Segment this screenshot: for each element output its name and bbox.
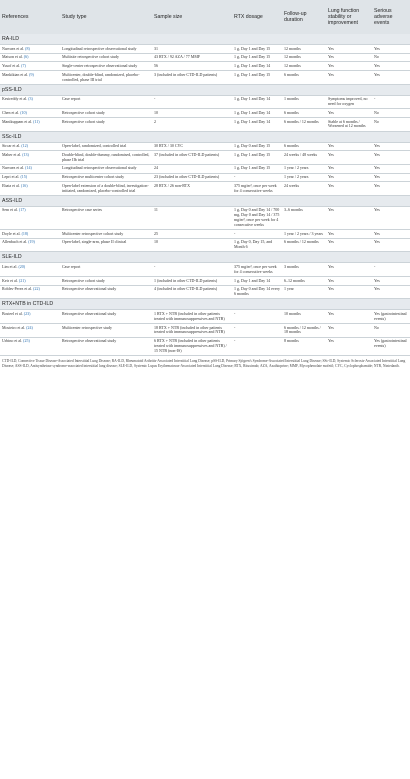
reference-cell	[0, 285, 60, 299]
adverse-events-cell: Yes	[372, 151, 410, 165]
lung-function-cell: Yes	[326, 45, 372, 54]
follow-up-cell: 12 months	[282, 45, 326, 54]
column-header: Serious adverse events	[372, 0, 410, 34]
reference-author: Matson et al.	[2, 54, 23, 60]
reference-cell	[0, 173, 60, 182]
group-header-row	[0, 34, 410, 45]
table-row	[0, 142, 410, 151]
column-header: RTX dosage	[232, 0, 282, 34]
sample-size-cell: 4 (included in other CTD-ILD patients)	[152, 285, 232, 299]
table-row	[0, 206, 410, 229]
adverse-events-cell: Yes	[372, 238, 410, 252]
follow-up-cell: 6 months	[282, 71, 326, 85]
rtx-dosage-cell: 1 g, Day 1 and Day 15	[232, 151, 282, 165]
study-type-cell: Multicenter retrospective study	[60, 323, 152, 337]
column-header: Sample size	[152, 0, 232, 34]
study-type-cell: Longitudinal retrospective observational study	[60, 164, 152, 173]
rtx-dosage-cell: 1 g, Day 0 and Day 15	[232, 142, 282, 151]
group-header-row	[0, 84, 410, 95]
lung-function-cell: Yes	[326, 263, 372, 277]
follow-up-cell: 12 months	[282, 53, 326, 62]
follow-up-cell: 12 months	[282, 62, 326, 71]
study-type-cell: Open-label, randomized, controlled trial	[60, 142, 152, 151]
follow-up-cell: 24 weeks / 48 weeks	[282, 151, 326, 165]
study-type-cell: Retrospective case series	[60, 206, 152, 229]
sample-size-cell: 18 RTX + NTB (included in other patients treated with immunosuppressives and NTB)	[152, 323, 232, 337]
citation-link[interactable]: (19)	[28, 239, 35, 245]
sample-size-cell: 31	[152, 45, 232, 54]
sample-size-cell: 10	[152, 238, 232, 252]
adverse-events-cell: Yes	[372, 45, 410, 54]
reference-cell	[0, 109, 60, 118]
group-title: SSc-ILD	[0, 131, 410, 142]
adverse-events-cell: Yes	[372, 277, 410, 286]
reference-cell	[0, 277, 60, 286]
study-type-cell: Case report	[60, 263, 152, 277]
sample-size-cell: 11	[152, 206, 232, 229]
table-row	[0, 182, 410, 196]
reference-author: Keir et al.	[2, 277, 18, 283]
reference-cell	[0, 238, 60, 252]
follow-up-cell: 6 months / 12 months / 18 months	[282, 323, 326, 337]
reference-cell	[0, 182, 60, 196]
group-header-row	[0, 299, 410, 310]
citation-link[interactable]: (14)	[25, 165, 32, 171]
rtx-dosage-cell: 375 mg/m², once per week for 4 consecutive weeks	[232, 263, 282, 277]
reference-author: Ebata et al.	[2, 182, 20, 188]
adverse-events-cell: Yes (gastrointestinal events)	[372, 310, 410, 324]
reference-cell	[0, 151, 60, 165]
citation-link[interactable]: (9)	[29, 71, 34, 77]
study-type-cell: Retrospective observational study	[60, 310, 152, 324]
follow-up-cell: 24 weeks	[282, 182, 326, 196]
table-row	[0, 230, 410, 239]
study-type-cell: Longitudinal retrospective observational study	[60, 45, 152, 54]
reference-author: Mankikian et al.	[2, 71, 29, 77]
sample-size-cell: 56	[152, 62, 232, 71]
sample-size-cell: 1 RTX + NTB (included in other patients treated with immunosuppressives and NTB)	[152, 310, 232, 324]
table-row	[0, 323, 410, 337]
adverse-events-cell: -	[372, 263, 410, 277]
reference-cell	[0, 263, 60, 277]
rtx-dosage-cell: 1 g, Day 1 and Day 15	[232, 71, 282, 85]
lung-function-cell: Yes	[326, 337, 372, 356]
reference-cell	[0, 71, 60, 85]
follow-up-cell: 3 months	[282, 263, 326, 277]
study-type-cell: Open-label, single-arm, phase II clinical	[60, 238, 152, 252]
citation-link[interactable]: (13)	[22, 151, 29, 157]
sample-size-cell: 43 RTX / 92 AZA / 77 MMF	[152, 53, 232, 62]
lung-function-cell: Yes	[326, 62, 372, 71]
adverse-events-cell: -	[372, 95, 410, 109]
rtx-dosage-cell: 1 g, Day 1 and Day 14	[232, 117, 282, 131]
study-type-cell: Case report	[60, 95, 152, 109]
reference-author: Maher et al.	[2, 151, 22, 157]
follow-up-cell: 1 year	[282, 285, 326, 299]
rtx-dosage-cell: 1 g, Day 1 and Day 15	[232, 53, 282, 62]
table-row	[0, 71, 410, 85]
reference-cell	[0, 310, 60, 324]
table-row	[0, 45, 410, 54]
lung-function-cell: Yes	[326, 109, 372, 118]
rtx-dosage-cell: -	[232, 323, 282, 337]
study-type-cell: Retrospective observational study	[60, 337, 152, 356]
follow-up-cell: 6–12 months	[282, 277, 326, 286]
rtx-dosage-cell: 1 g, Day 1 and Day 14	[232, 95, 282, 109]
follow-up-cell: 1 months	[282, 95, 326, 109]
lung-function-cell: Yes	[326, 182, 372, 196]
reference-author: Bosteel et al.	[2, 310, 23, 316]
study-type-cell: Multicenter, double-blind, randomized, placebo-controlled, phase III trial	[60, 71, 152, 85]
table-row	[0, 95, 410, 109]
group-header-row	[0, 252, 410, 263]
citation-link[interactable]: (24)	[26, 324, 33, 330]
table-row	[0, 263, 410, 277]
table-row	[0, 164, 410, 173]
reference-author: Doyle et al.	[2, 230, 21, 236]
citation-link[interactable]: (22)	[33, 286, 40, 292]
sample-size-cell: 1 (included in other CTD-ILD patients)	[152, 277, 232, 286]
reference-author: Lim et al.	[2, 264, 18, 270]
adverse-events-cell: Yes	[372, 164, 410, 173]
sample-size-cell: -	[152, 95, 232, 109]
group-title: RA-ILD	[0, 34, 410, 45]
adverse-events-cell: Yes	[372, 285, 410, 299]
reference-author: Narvaez et al.	[2, 165, 25, 171]
follow-up-cell: 6 months / 12 months	[282, 238, 326, 252]
reference-author: Yusof et al.	[2, 62, 21, 68]
lung-function-cell: Yes	[326, 53, 372, 62]
table-row	[0, 337, 410, 356]
lung-function-cell: Yes	[326, 142, 372, 151]
sample-size-cell: 10	[152, 109, 232, 118]
reference-cell	[0, 53, 60, 62]
citation-link[interactable]: (8)	[25, 45, 30, 51]
study-type-cell: Multisite retrospective cohort study	[60, 53, 152, 62]
rtx-dosage-cell: -	[232, 173, 282, 182]
study-type-cell: Retrospective cohort study	[60, 277, 152, 286]
sample-size-cell: 28 RTX / 26 non-RTX	[152, 182, 232, 196]
rtx-dosage-cell: 1 g, Day 0 and Day 14 every 6 months	[232, 285, 282, 299]
follow-up-cell: 1 year / 2 years	[282, 164, 326, 173]
adverse-events-cell: Yes	[372, 230, 410, 239]
table-row	[0, 173, 410, 182]
lung-function-cell: Yes	[326, 285, 372, 299]
table-row	[0, 53, 410, 62]
study-type-cell: Double-blind, double-dummy, randomised, controlled, phase IIb trial	[60, 151, 152, 165]
follow-up-cell: 6 months / 12 months	[282, 117, 326, 131]
follow-up-cell: 1 year / 2 years / 3 years	[282, 230, 326, 239]
reference-cell	[0, 337, 60, 356]
study-type-cell: Retrospective observational study	[60, 285, 152, 299]
table-row	[0, 277, 410, 286]
lung-function-cell: Yes	[326, 230, 372, 239]
adverse-events-cell: No	[372, 109, 410, 118]
rtx-dosage-cell: 1 g, Day 1 and Day 14	[232, 109, 282, 118]
adverse-events-cell: Yes	[372, 71, 410, 85]
citation-link[interactable]: (18)	[21, 230, 29, 236]
sample-size-cell: 25	[152, 230, 232, 239]
adverse-events-cell: Yes	[372, 182, 410, 196]
citation-link[interactable]: (25)	[23, 338, 30, 344]
reference-cell	[0, 45, 60, 54]
table-row	[0, 151, 410, 165]
group-title: pSS-ILD	[0, 84, 410, 95]
study-type-cell: Retrospective cohort study	[60, 117, 152, 131]
table-row	[0, 109, 410, 118]
reference-author: Kesireddy et al.	[2, 96, 28, 102]
citation-link[interactable]: (20)	[18, 264, 26, 270]
group-title: SLE-ILD	[0, 252, 410, 263]
lung-function-cell: Yes	[326, 206, 372, 229]
citation-link[interactable]: (6)	[23, 54, 29, 60]
citation-link[interactable]: (11)	[33, 118, 40, 124]
rtx-dosage-cell: 1 g, Day 1 and Day 14	[232, 277, 282, 286]
column-header: Lung function stability or improvement	[326, 0, 372, 34]
reference-author: Sem et al.	[2, 207, 18, 213]
reference-author: Lepri et al.	[2, 174, 20, 180]
reference-author: Narvaez et al.	[2, 45, 25, 51]
follow-up-cell: 3–6 months	[282, 206, 326, 229]
lung-function-cell: Yes	[326, 238, 372, 252]
table-row	[0, 117, 410, 131]
rtx-dosage-cell: -	[232, 337, 282, 356]
adverse-events-cell: Yes	[372, 173, 410, 182]
adverse-events-cell: No	[372, 53, 410, 62]
citation-link[interactable]: (17)	[18, 207, 26, 213]
sample-size-cell: 24	[152, 164, 232, 173]
rtx-dosage-cell: 1 g, Day 0 and Day 14 / 700 mg, Day 0 and Day 14 / 375 mg/m², once per week for 4 consecutive weeks	[232, 206, 282, 229]
table-body	[0, 34, 410, 356]
table-row	[0, 238, 410, 252]
adverse-events-cell: Yes (gastrointestinal events)	[372, 337, 410, 356]
lung-function-cell: Stable at 6 months / Worsened at 12 months	[326, 117, 372, 131]
study-type-cell: Retrospective cohort study	[60, 109, 152, 118]
sample-size-cell: -	[152, 263, 232, 277]
lung-function-cell: Yes	[326, 173, 372, 182]
reference-author: Allenbach et al.	[2, 239, 28, 245]
reference-author: Manikuppam et al.	[2, 118, 33, 124]
lung-function-cell: Symptoms improved, no need for oxygen	[326, 95, 372, 109]
reference-author: Urbino et al.	[2, 338, 23, 344]
rtx-dosage-cell: 1 g, Day 0, Day 15, and Month 6	[232, 238, 282, 252]
adverse-events-cell: Yes	[372, 206, 410, 229]
citation-link[interactable]: (16)	[20, 182, 28, 188]
table-row	[0, 285, 410, 299]
reference-author: Chen et al.	[2, 109, 20, 115]
adverse-events-cell: No	[372, 117, 410, 131]
lung-function-cell: Yes	[326, 164, 372, 173]
group-title: ASS-ILD	[0, 195, 410, 206]
reference-cell	[0, 323, 60, 337]
reference-cell	[0, 142, 60, 151]
rtx-dosage-cell: 375 mg/m², once per week for 4 consecutive weeks	[232, 182, 282, 196]
studies-table	[0, 0, 410, 356]
follow-up-cell: 10 months	[282, 310, 326, 324]
citation-link[interactable]: (12)	[21, 143, 28, 149]
adverse-events-cell: No	[372, 323, 410, 337]
follow-up-cell: 6 months	[282, 142, 326, 151]
adverse-events-cell: Yes	[372, 142, 410, 151]
rtx-dosage-cell: 1 g, Day 1 and Day 14	[232, 62, 282, 71]
reference-cell	[0, 206, 60, 229]
reference-cell	[0, 230, 60, 239]
reference-author: Robles-Perez et al.	[2, 286, 33, 292]
citation-link[interactable]: (15)	[20, 174, 28, 180]
rtx-dosage-cell: -	[232, 230, 282, 239]
sample-size-cell: 6 RTX + NTB (included in other patients treated with immunosuppressives and NTB) / 15 NTB (non-IS)	[152, 337, 232, 356]
table-footnote: CTD-ILD, Connective Tissue Disease-Associated Interstitial Lung Disease; RA-ILD, Rheumatoid Arthritis-Associated Interstitial Lung Disease; pSS-ILD, Primary Sjögren's Syndrome-Associated Interstitial Lung Disease; SSc-ILD, Systemic Sclerosis-Associated Interstitial Lung Disease; ASS-ILD, Antisynthetase syndrome-associated interstitial lung disease; SLE-ILD, Systemic Lupus Erythematosus-Associated Interstitial Lung Disease; RTX, Rituximab; AZA, Azathioprine; MMF, Mycophenolate mofetil; CYC, Cyclophosphamide; NTB, Nintedanib.	[2, 359, 406, 368]
study-type-cell: Multicenter retrospective cohort study	[60, 230, 152, 239]
column-header: Follow-up duration	[282, 0, 326, 34]
reference-cell	[0, 164, 60, 173]
lung-function-cell: Yes	[326, 323, 372, 337]
adverse-events-cell: Yes	[372, 62, 410, 71]
reference-cell	[0, 95, 60, 109]
follow-up-cell: 6 months	[282, 109, 326, 118]
reference-cell	[0, 62, 60, 71]
citation-link[interactable]: (23)	[23, 310, 31, 316]
column-header: References	[0, 0, 60, 34]
citation-link[interactable]: (10)	[20, 109, 27, 115]
reference-cell	[0, 117, 60, 131]
rtx-dosage-cell: 1 g, Day 1 and Day 15	[232, 164, 282, 173]
follow-up-cell: 8 months	[282, 337, 326, 356]
sample-size-cell: 3 (included in other CTD-ILD patients)	[152, 71, 232, 85]
group-title: RTX+NTB in CTD-ILD	[0, 299, 410, 310]
column-header: Study type	[60, 0, 152, 34]
study-type-cell: Retrospective multicenter cohort study	[60, 173, 152, 182]
sample-size-cell: 2	[152, 117, 232, 131]
lung-function-cell: Yes	[326, 151, 372, 165]
citation-link[interactable]: (7)	[21, 62, 26, 68]
sample-size-cell: 37 (included in other CTD-ILD patients)	[152, 151, 232, 165]
lung-function-cell: Yes	[326, 277, 372, 286]
study-type-cell: Open-label extension of a double-blind, investigation-initiated, randomized, placebo-controlled trial	[60, 182, 152, 196]
lung-function-cell: Yes	[326, 71, 372, 85]
citation-link[interactable]: (3)	[28, 96, 33, 102]
study-type-cell: Single-center retrospective observational study	[60, 62, 152, 71]
follow-up-cell: 1 year / 2 years	[282, 173, 326, 182]
group-header-row	[0, 195, 410, 206]
sample-size-cell: 30 RTX / 30 CYC	[152, 142, 232, 151]
group-header-row	[0, 131, 410, 142]
reference-author: Mosteiro et al.	[2, 324, 26, 330]
table-row	[0, 310, 410, 324]
reference-author: Sircar et al.	[2, 143, 21, 149]
rtx-dosage-cell: 1 g, Day 1 and Day 15	[232, 45, 282, 54]
rtx-dosage-cell: -	[232, 310, 282, 324]
header-row	[0, 0, 410, 34]
table-row	[0, 62, 410, 71]
citation-link[interactable]: (21)	[18, 277, 26, 283]
sample-size-cell: 23 (included in other CTD-ILD patients)	[152, 173, 232, 182]
lung-function-cell: Yes	[326, 310, 372, 324]
